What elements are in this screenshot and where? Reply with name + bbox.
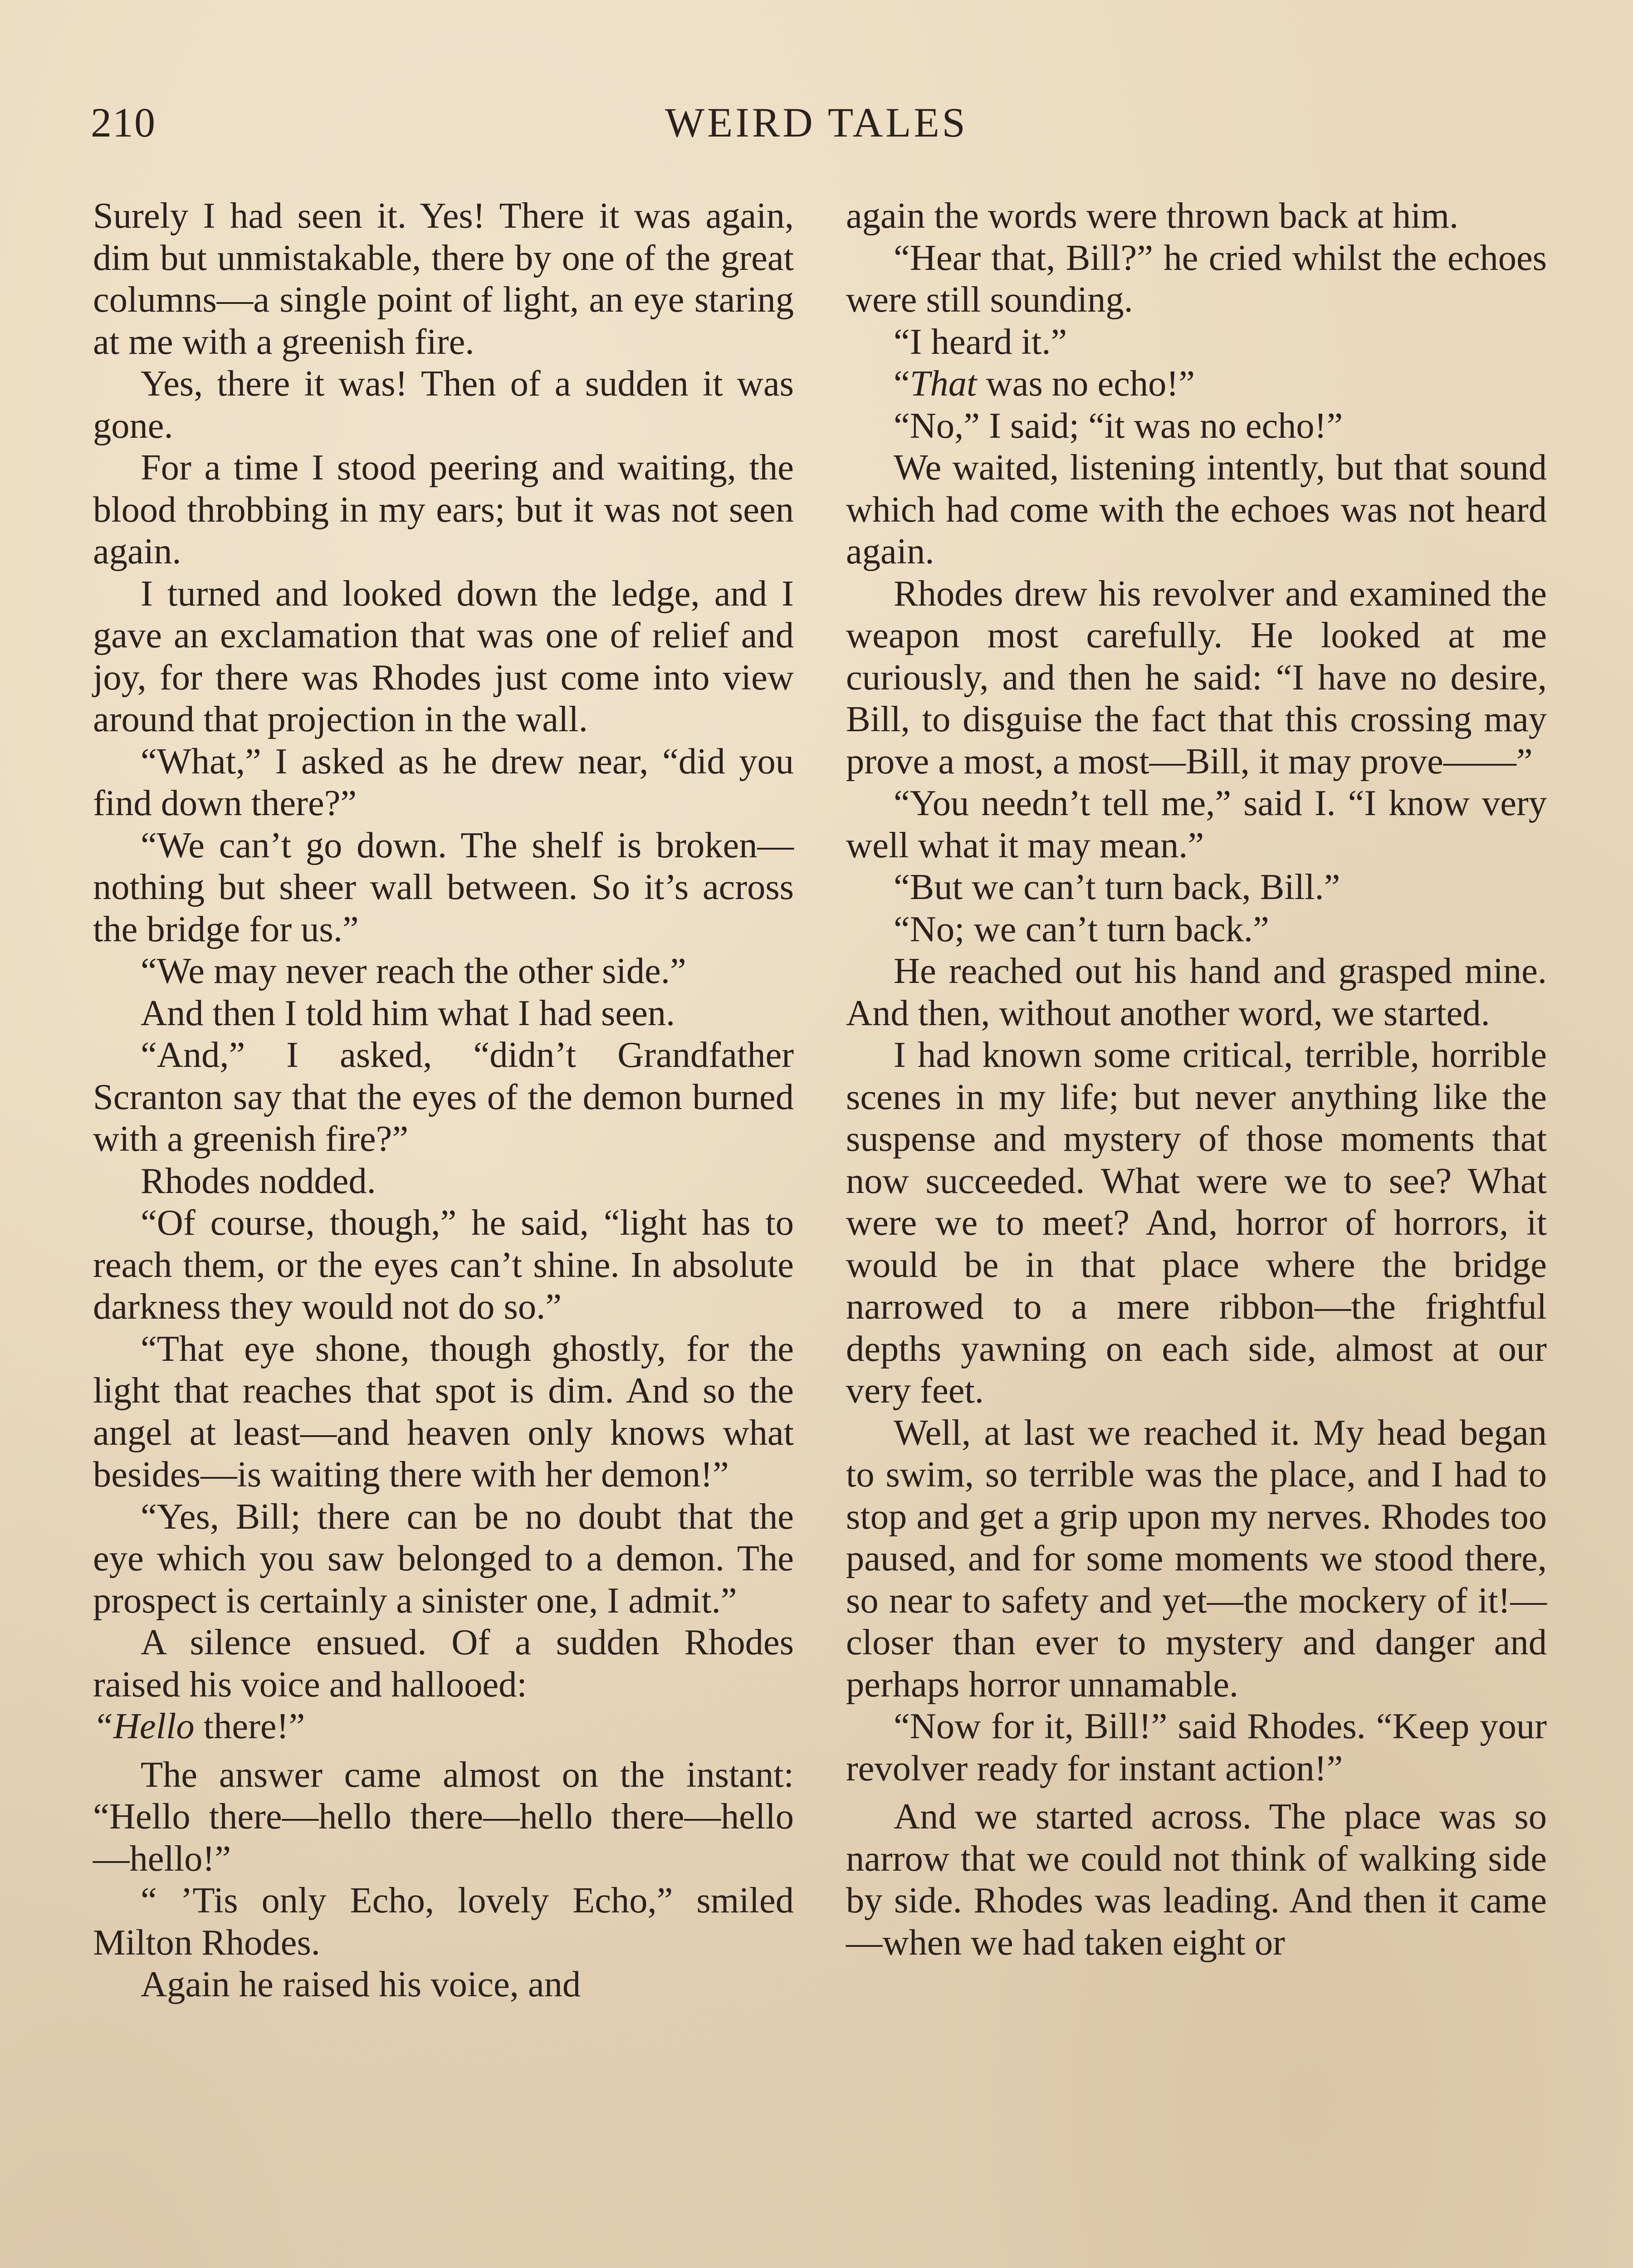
paragraph [846,1034,1547,1412]
paragraph-text: He reached out his hand and grasped mine. And then, without another word, we started. [846,951,1547,1033]
paragraph [93,1496,794,1622]
paragraph-text: I turned and looked down the ledge, and I gave an exclamation that was one of relief and joy, for there was Rhodes just come into view around that projection in the wall. [93,573,794,739]
paragraph-text: “Now for it, Bill!” said Rhodes. “Keep your revolver ready for instant action!” [846,1706,1547,1789]
paragraph [846,782,1547,866]
paragraph-text: “We may never reach the other side.” [141,951,686,991]
paragraph [93,1880,794,1964]
paragraph [93,741,794,825]
paragraph [93,1034,794,1160]
paragraph [846,1706,1547,1789]
paragraph-text: Again he raised his voice, and [141,1964,581,2004]
paragraph-text: A silence ensued. Of a sudden Rhodes raised his voice and hallooed: [93,1622,794,1705]
paragraph-text: “No,” I said; “it was no echo!” [894,405,1343,446]
paragraph-text: The answer came almost on the instant: “Hello there—hello there—hello there—hello—hello!” [93,1754,794,1879]
paragraph [846,237,1547,321]
paragraph-text: “But we can’t turn back, Bill.” [894,867,1340,907]
paragraph [846,321,1547,363]
running-head: WEIRD TALES [665,99,968,146]
paragraph [93,1754,794,1880]
paragraph [93,1622,794,1748]
paragraph [93,950,794,992]
paragraph-text: And then I told him what I had seen. [141,992,675,1033]
paragraph [846,195,1547,237]
paragraph [846,866,1547,909]
paragraph [846,1796,1547,1964]
paragraph [93,1328,794,1496]
paragraph-text: Yes, there it was! Then of a sudden it was gone. [93,363,794,446]
paragraph-text: “That eye shone, though ghostly, for the light that reaches that spot is dim. And so the angel at least—and heaven only knows what besides—is waiting there with her demon!” [93,1328,794,1495]
paragraph: “That was no echo!” [894,363,1195,404]
paragraph [93,447,794,573]
paragraph-text: Rhodes drew his revolver and examined the weapon most carefully. He looked at me curiously, and then he said: “I have no desire, Bill, to disguise the fact that this crossing may prove a most, a most—Bill, it may prove——” [846,573,1547,782]
paragraph [93,1160,794,1202]
paragraph [93,992,794,1035]
right-column [846,195,1547,1964]
paragraph-text: “Of course, though,” he said, “light has to reach them, or the eyes can’t shine. In absolute darkness they would not do so.” [93,1202,794,1327]
paragraph-text: again the words were thrown back at him. [846,196,1459,236]
paragraph [93,1964,794,2006]
paragraph [846,573,1547,783]
paragraph [846,447,1547,573]
paragraph [846,405,1547,447]
paragraph-text: “No; we can’t turn back.” [894,909,1269,949]
left-column [93,195,794,2006]
paragraph-text: Surely I had seen it. Yes! There it was again, dim but unmistakable, there by one of the great columns—a single point of light, an eye staring at me with a greenish fire. [93,196,794,362]
paragraph [846,909,1547,951]
paragraph-text: “And,” I asked, “didn’t Grandfather Scranton say that the eyes of the demon burned with a greenish fire?” [93,1035,794,1159]
paragraph [93,573,794,741]
paragraph-text: “We can’t go down. The shelf is broken—nothing but sheer wall between. So it’s across the bridge for us.” [93,825,794,949]
paragraph-text: We waited, listening intently, but that sound which had come with the echoes was not heard again. [846,447,1547,572]
paragraph-trail-text: “Hello there!” [93,1706,305,1746]
paragraph-text: “Hear that, Bill?” he cried whilst the echoes were still sounding. [846,237,1547,320]
paragraph-text: “I heard it.” [894,321,1067,362]
paragraph-text: Well, at last we reached it. My head began to swim, so terrible was the place, and I had to stop and get a grip upon my nerves. Rhodes too paused, and for some moments we stood there, so near to safety and yet—the mockery of it!—closer than ever to mystery and danger and perhaps horror unnamable. [846,1412,1547,1705]
paragraph [93,825,794,951]
paragraph-text: Rhodes nodded. [141,1160,376,1201]
paragraph-text: “Yes, Bill; there can be no doubt that the eye which you saw belonged to a demon. The prospect is certainly a sinister one, I admit.” [93,1496,794,1621]
paragraph [93,1202,794,1328]
page-header [91,91,1542,154]
paragraph-text: “You needn’t tell me,” said I. “I know very well what it may mean.” [846,783,1547,865]
paragraph-text: “What,” I asked as he drew near, “did you find down there?” [93,741,794,823]
paragraph-text: For a time I stood peering and waiting, the blood throbbing in my ears; but it was not seen again. [93,447,794,572]
paragraph-text: I had known some critical, terrible, horrible scenes in my life; but never anything like the suspense and mystery of those moments that now succeeded. What were we to see? What were we to meet? And, horror of horrors, it would be in that place where the bridge narrowed to a mere ribbon—the frightful depths yawning on each side, almost at our very feet. [846,1035,1547,1411]
paragraph-text: “ ’Tis only Echo, lovely Echo,” smiled Milton Rhodes. [93,1880,794,1963]
paragraph [846,1412,1547,1706]
paragraph [846,950,1547,1034]
page-number: 210 [91,99,156,146]
paragraph [93,195,794,363]
paragraph [93,363,794,447]
paragraph-text: And we started across. The place was so narrow that we could not think of walking side by side. Rhodes was leading. And then it came—when we had taken eight or [846,1796,1547,1963]
